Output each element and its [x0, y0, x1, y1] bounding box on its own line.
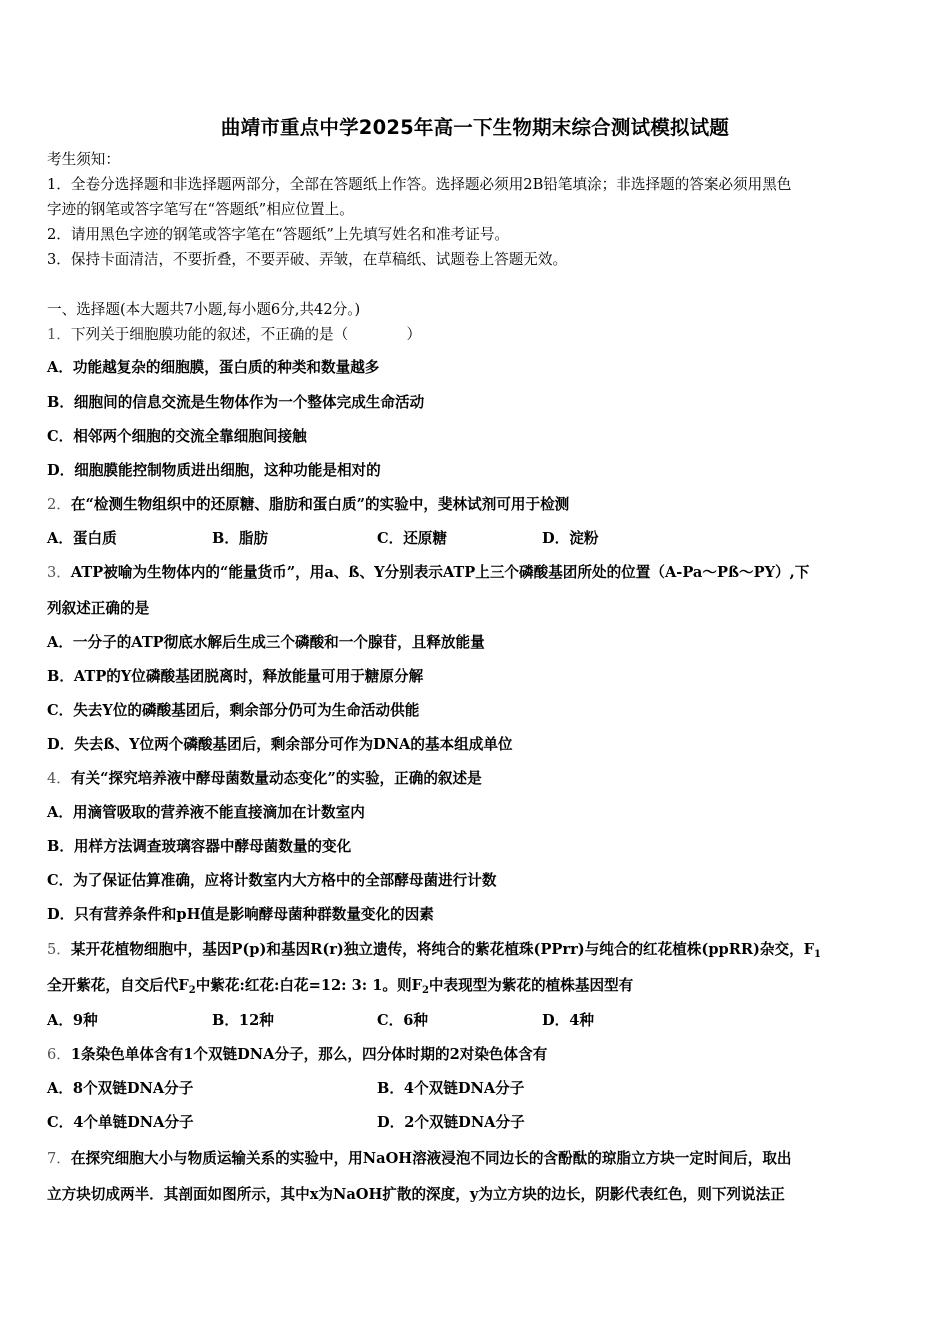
question-text: 1条染色单体含有1个双链DNA分子，那么，四分体时期的2对染色体含有: [70, 1046, 548, 1063]
question-1-option-c: C．相邻两个细胞的交流全靠细胞间接触: [47, 428, 307, 445]
question-6-option-b: B．4个双链DNA分子: [377, 1080, 525, 1097]
question-6-stem: [47, 1045, 547, 1065]
question-6-option-d: D．2个双链DNA分子: [377, 1114, 525, 1131]
question-4-option-b: B．用样方法调查玻璃容器中酵母菌数量的变化: [47, 838, 352, 855]
question-4-option-d: D．只有营养条件和pH值是影响酵母菌种群数量变化的因素: [47, 906, 434, 923]
subscript: 2: [188, 985, 196, 996]
question-1-option-a: A．功能越复杂的细胞膜，蛋白质的种类和数量越多: [47, 359, 380, 376]
question-1-option-d: D．细胞膜能控制物质进出细胞，这种功能是相对的: [47, 462, 381, 479]
question-text: 某开花植物细胞中，基因P(p)和基因R(r)独立遗传，将纯合的紫花植珠(PPrr)与纯合的红花植株(ppRR)杂交，F: [70, 941, 815, 958]
question-2-option-d: D．淀粉: [542, 530, 599, 547]
question-5-stem: [47, 940, 821, 960]
question-3-option-a: A．一分子的ATP彻底水解后生成三个磷酸和一个腺苷，且释放能量: [47, 634, 485, 651]
question-3-stem: [47, 563, 809, 583]
question-number: 5．: [47, 941, 71, 958]
question-text: 中紫花:红花:白花=12: 3: 1。则F: [195, 977, 422, 994]
question-5-option-c: C．6种: [377, 1012, 428, 1029]
question-text: 中表现型为紫花的植株基因型有: [428, 977, 634, 994]
notice-heading: 考生须知：: [47, 151, 120, 168]
notice-item: 字迹的钢笔或答字笔写在“答题纸”相应位置上。: [47, 201, 354, 218]
notice-item: 3．保持卡面清洁，不要折叠，不要弄破、弄皱，在草稿纸、试题卷上答题无效。: [47, 251, 568, 268]
question-5-option-a: A．9种: [47, 1012, 98, 1029]
question-4-option-a: A．用滴管吸取的营养液不能直接滴加在计数室内: [47, 804, 365, 821]
question-number: 7．: [47, 1150, 71, 1167]
question-2-option-b: B．脂肪: [212, 530, 269, 547]
question-number: 2．: [47, 496, 71, 513]
question-number: 4．: [47, 770, 71, 787]
subscript: 2: [421, 985, 429, 996]
subscript: 1: [814, 949, 822, 960]
question-6-option-a: A．8个双链DNA分子: [47, 1080, 194, 1097]
question-2-option-a: A．蛋白质: [47, 530, 117, 547]
question-7-stem: [47, 1149, 792, 1169]
notice-item: 1．全卷分选择题和非选择题两部分，全部在答题纸上作答。选择题必须用2B铅笔填涂；非选择题的答案必须用黑色: [47, 176, 792, 193]
question-3-option-d: D．失去ß、Y位两个磷酸基团后，剩余部分可作为DNA的基本组成单位: [47, 736, 513, 753]
question-4-option-c: C．为了保证估算准确，应将计数室内大方格中的全部酵母菌进行计数: [47, 872, 497, 889]
question-3-stem-cont: 列叙述正确的是: [47, 600, 150, 617]
question-5-stem-cont: [47, 976, 633, 996]
question-2-option-c: C．还原糖: [377, 530, 447, 547]
notice-item: 2．请用黑色字迹的钢笔或答字笔在“答题纸”上先填写姓名和准考证号。: [47, 226, 510, 243]
section-heading: 一、选择题(本大题共7小题,每小题6分,共42分。): [47, 301, 361, 318]
question-3-option-b: B．ATP的Y位磷酸基团脱离时，释放能量可用于糖原分解: [47, 668, 424, 685]
question-3-option-c: C．失去Y位的磷酸基团后，剩余部分仍可为生命活动供能: [47, 702, 420, 719]
question-text: 下列关于细胞膜功能的叙述，不正确的是（ ）: [70, 326, 422, 343]
question-5-option-d: D．4种: [542, 1012, 594, 1029]
page-title: 曲靖市重点中学2025年高一下生物期末综合测试模拟试题: [220, 116, 730, 139]
question-text: 在“检测生物组织中的还原糖、脂肪和蛋白质”的实验中，斐林试剂可用于检测: [70, 496, 570, 513]
question-2-stem: [47, 495, 569, 515]
question-number: 6．: [47, 1046, 71, 1063]
question-1-option-b: B．细胞间的信息交流是生物体作为一个整体完成生命活动: [47, 394, 425, 411]
question-6-option-c: C．4个单链DNA分子: [47, 1114, 194, 1131]
question-text: 在探究细胞大小与物质运输关系的实验中，用NaOH溶液浸泡不同边长的含酚酞的琼脂立方块一定时间后，取出: [70, 1150, 792, 1167]
question-text: 全开紫花，自交后代F: [47, 977, 189, 994]
question-text: 有关“探究培养液中酵母菌数量动态变化”的实验，正确的叙述是: [70, 770, 482, 787]
question-text: ATP被喻为生物体内的“能量货币”，用a、ß、Y分别表示ATP上三个磷酸基团所处的位置（A-Pa～Pß～PY）,下: [70, 564, 810, 581]
question-1-stem: [47, 325, 421, 345]
question-number: 3．: [47, 564, 71, 581]
question-5-option-b: B．12种: [212, 1012, 274, 1029]
question-number: 1．: [47, 326, 71, 343]
question-4-stem: [47, 769, 482, 789]
question-7-stem-cont: 立方块切成两半．其剖面如图所示，其中x为NaOH扩散的深度，y为立方块的边长，阴影代表红色，则下列说法正: [47, 1186, 785, 1203]
